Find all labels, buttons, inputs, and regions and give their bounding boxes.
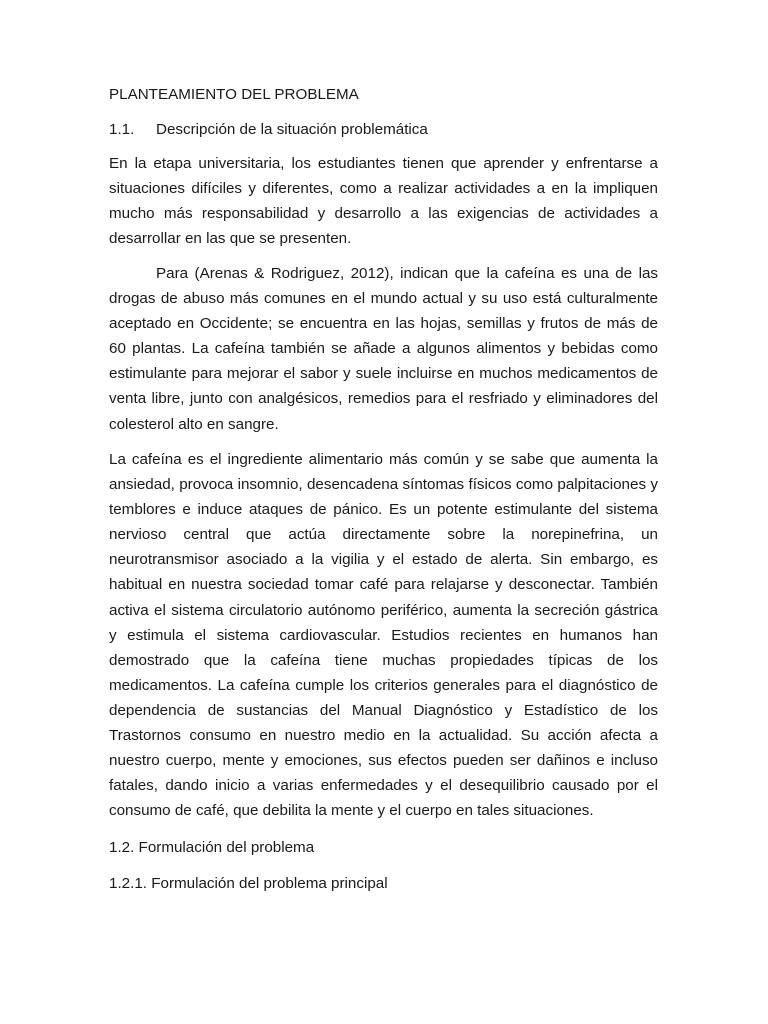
paragraph-caffeine-definition: Para (Arenas & Rodriguez, 2012), indican que la cafeína es una de las drogas de abuso más comunes en el mundo actual y su uso está culturalmente aceptado en Occidente; se encuentra en las hojas, semillas y frutos de más de 60 plantas. La cafeína también se añade a algunos alimentos y bebidas como estimulante para mejorar el sabor y suele incluirse en muchos medicamentos de venta libre, junto con analgésicos, remedios para el resfriado y eliminadores del colesterol alto en sangre. <box>109 265 658 433</box>
section-title: Descripción de la situación problemática <box>156 121 428 138</box>
document-title: PLANTEAMIENTO DEL PROBLEMA <box>109 86 359 103</box>
section-number: 1.1. <box>109 121 135 138</box>
section-heading-1-2-1: 1.2.1. Formulación del problema principal <box>109 875 388 892</box>
section-heading-1-1 <box>109 117 658 142</box>
paragraph-caffeine-effects: La cafeína es el ingrediente alimentario más común y se sabe que aumenta la ansiedad, provoca insomnio, desencadena síntomas físicos como palpitaciones y temblores e induce ataques de pánico. Es un potente estimulante del sistema nervioso central que actúa directamente sobre la norepinefrina, un neurotransmisor asociado a la vigilia y el estado de alerta. Sin embargo, es habitual en nuestra sociedad tomar café para relajarse y desconectar. También activa el sistema circulatorio autónomo periférico, aumenta la secreción gástrica y estimula el sistema cardiovascular. Estudios recientes en humanos han demostrado que la cafeína tiene muchas propiedades típicas de los medicamentos. La cafeína cumple los criterios generales para el diagnóstico de dependencia de sustancias del Manual Diagnóstico y Estadístico de los Trastornos consumo en nuestro medio en la actualidad. Su acción afecta a nuestro cuerpo, mente y emociones, sus efectos pueden ser dañinos e incluso fatales, dando inicio a varias enfermedades y el desequilibrio causado por el consumo de café, que debilita la mente y el cuerpo en tales situaciones. <box>109 451 658 820</box>
section-heading-1-2: 1.2. Formulación del problema <box>109 839 315 856</box>
paragraph-intro: En la etapa universitaria, los estudiantes tienen que aprender y enfrentarse a situaciones difíciles y diferentes, como a realizar actividades a en la impliquen mucho más responsabilidad y desarrollo a las exigencias de actividades a desarrollar en las que se presenten. <box>109 155 658 248</box>
